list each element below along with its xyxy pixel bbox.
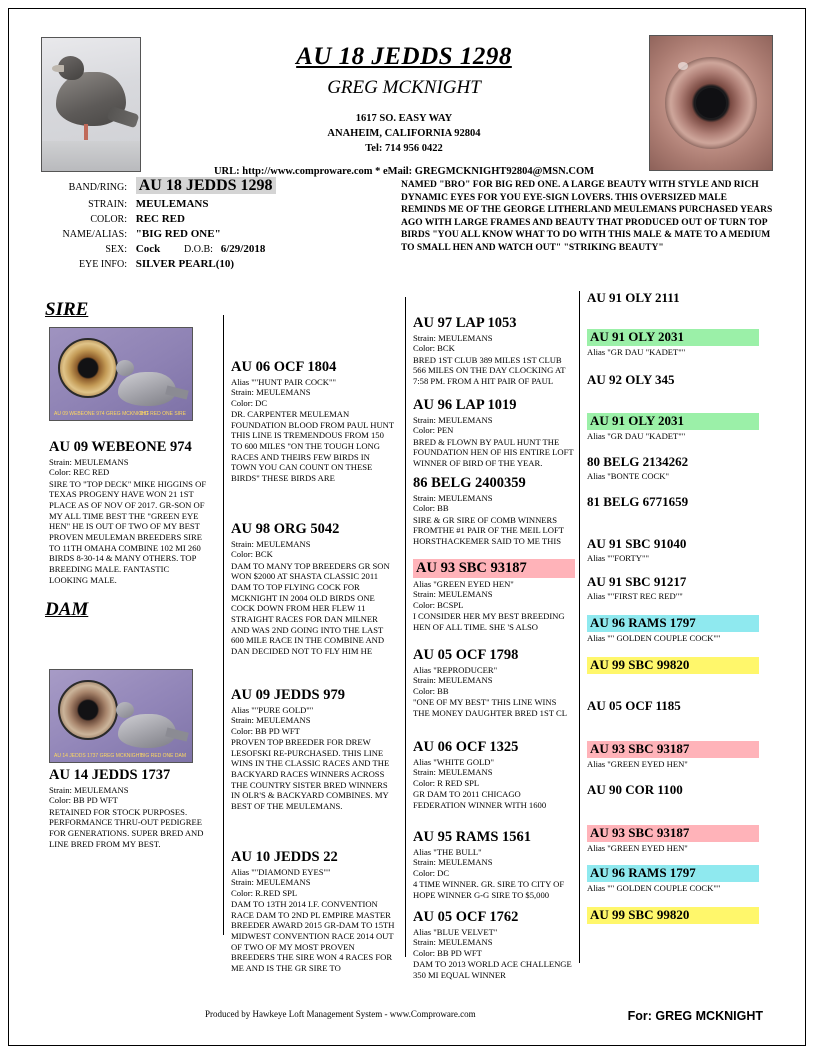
sire-bird-image — [112, 352, 188, 414]
subject-notes: NAMED "BRO" FOR BIG RED ONE. A LARGE BEAUTY WITH STYLE AND RICH DYNAMIC EYES FOR YOU EYE-SIGN LOVERS. THIS OVERSIZED MALE REMINDS ME OF THE GEORGE LITHERLAND MEULEMANS PURCHASED YEARS AGO WITH LARGE FRAMES AND BEAUTY THAT PRODUCED OUT OF TURN TOP BIRDS "YOU ALL KNOW WHAT TO DO WITH THIS MALE & MATE TO A MEDIUM TO SMALL HEN AND WATCH OUT" "STRIKING BEAUTY" — [401, 180, 773, 253]
gen4-14-band: AU 93 SBC 93187 — [587, 825, 759, 842]
color-value: REC RED — [135, 213, 185, 225]
dam-band: AU 14 JEDDS 1737 — [49, 767, 171, 783]
alias-label: NAME/ALIAS: — [62, 229, 127, 240]
pedigree-entry-gen4-4 — [587, 413, 759, 441]
dam-color: Color: BB PD WFT — [49, 795, 118, 806]
gen3-5-band: AU 05 OCF 1798 — [413, 647, 519, 663]
gen3-6-alias: Alias "WHITE GOLD" — [413, 756, 494, 767]
sex-label: SEX: — [105, 244, 127, 255]
gen4-5-band: 80 BELG 2134262 — [587, 454, 689, 469]
gen3-5-alias: Alias "REPRODUCER" — [413, 664, 498, 675]
sire-photo-caption-left: AU 09 WEBEONE 974 GREG MCKNIGHT — [54, 410, 149, 417]
gen2-1-strain: Strain: MEULEMANS — [231, 387, 311, 398]
gen3-5-color: Color: BB — [413, 685, 449, 696]
gen4-13-band: AU 90 COR 1100 — [587, 782, 683, 797]
gen2-4-band: AU 10 JEDDS 22 — [231, 849, 338, 865]
pedigree-entry-gen3-2 — [413, 397, 575, 469]
owner-name: GREG MCKNIGHT — [327, 77, 481, 98]
sire-description: SIRE TO "TOP DECK" MIKE HIGGINS OF TEXAS PROGENY HAVE WON 21 1ST PLACE AS OF NOV OF 2017. GR-SON OF MY ALL TIME BEST THE "GREEN EYE HEN" HE IS OUT OF TWO OF MY BEST PROVEN MEULEMAN BREEDERS SIRE TO 11TH OMAHA COMBINE 102 MI 260 BIRDS 8-30-14 & MANY OTHERS. TOP BREEDING MALE. FANTASTIC LOOKING MALE. — [49, 478, 207, 585]
band-label: BAND/RING: — [68, 182, 127, 193]
pedigree-entry-gen4-8 — [587, 575, 759, 601]
band-row — [49, 177, 379, 195]
gen3-4-strain: Strain: MEULEMANS — [413, 589, 493, 600]
address-line-2: ANAHEIM, CALIFORNIA 92804 — [327, 128, 481, 140]
dam-strain: Strain: MEULEMANS — [49, 784, 129, 795]
pedigree-entry-gen4-2 — [587, 329, 759, 357]
gen3-2-description: BRED & FLOWN BY PAUL HUNT THE FOUNDATION HEN OF HIS ENTIRE LOFT WINNER OF BIRD OF THE YEAR. — [413, 436, 574, 468]
gen4-12-band: AU 93 SBC 93187 — [587, 741, 759, 758]
eye-value: SILVER PEARL(10) — [135, 258, 235, 270]
pedigree-entry-gen4-9 — [587, 615, 759, 643]
gen4-15-alias: Alias "" GOLDEN COUPLE COCK"" — [587, 882, 721, 893]
sire-photo-caption-right: BIG RED ONE SIRE — [140, 410, 186, 417]
dam-head-shape — [116, 702, 134, 718]
dob-value: 6/29/2018 — [220, 243, 266, 255]
sire-band: AU 09 WEBEONE 974 — [49, 439, 192, 455]
pigeon-beak-shape — [52, 65, 64, 72]
gen3-1-band: AU 97 LAP 1053 — [413, 315, 517, 331]
gen3-1-strain: Strain: MEULEMANS — [413, 332, 493, 343]
gen3-7-alias: Alias "THE BULL" — [413, 846, 482, 857]
pedigree-entry-gen3-1 — [413, 315, 575, 387]
sire-strain: Strain: MEULEMANS — [49, 456, 129, 467]
footer-produced-by: Produced by Hawkeye Loft Management System - www.Comproware.com — [205, 1009, 476, 1019]
gen3-7-band: AU 95 RAMS 1561 — [413, 829, 532, 845]
gen2-3-color: Color: BB PD WFT — [231, 725, 300, 736]
gen3-7-color: Color: DC — [413, 867, 450, 878]
dam-photo — [49, 669, 193, 763]
gen2-3-description: PROVEN TOP BREEDER FOR DREW LESOFSKI RE-PURCHASED. THIS LINE WINS IN THE CLASSIC RACES AND THE BACKYARD RACES WINNERS ACROSS THE COUNTRY SISTER BRED WINNERS IN OLR'S & BACKYARD COMBINES. MY BEST OF THE MEULEMANS. — [231, 737, 390, 812]
eye-glint — [678, 62, 688, 70]
sex-dob-row — [49, 243, 379, 255]
sire-section-title: SIRE — [45, 299, 89, 320]
gen2-3-strain: Strain: MEULEMANS — [231, 715, 311, 726]
gen3-6-description: GR DAM TO 2011 CHICAGO FEDERATION WINNER WITH 1600 — [413, 789, 547, 810]
sire-head-shape — [116, 360, 134, 376]
gen4-6-band: 81 BELG 6771659 — [587, 494, 689, 509]
gen4-2-band: AU 91 OLY 2031 — [587, 329, 759, 346]
gen3-2-strain: Strain: MEULEMANS — [413, 414, 493, 425]
gen3-8-strain: Strain: MEULEMANS — [413, 937, 493, 948]
dam-photo-caption-left: AU 14 JEDDS 1737 GREG MCKNIGHT — [54, 752, 143, 759]
pedigree-entry-gen4-6 — [587, 495, 759, 511]
gen2-3-band: AU 09 JEDDS 979 — [231, 687, 345, 703]
phone-line: Tel: 714 956 0422 — [365, 143, 443, 155]
pedigree-entry-gen4-11 — [587, 699, 759, 715]
gen2-1-alias: Alias ""HUNT PAIR COCK"" — [231, 376, 336, 387]
pedigree-entry-gen3-8 — [413, 909, 575, 980]
pedigree-entry-gen2-1 — [231, 359, 395, 484]
gen2-2-description: DAM TO MANY TOP BREEDERS GR SON WON $2000 AT SHASTA CLASSIC 2011 DAM TO TOP FLYING COCK FOR MCKNIGHT IN 2004 OLD BIRDS ONE COCK DOWN FROM HER FLEW 11 STRAIGHT RACES FOR DAN MILNER AND WAS 2ND GOING INTO THE LAST 600 MILE RACE IN THE COMBINE AND DAN DECIDED NOT TO FLY HIM HE — [231, 560, 390, 656]
page-header — [9, 9, 805, 177]
gen4-14-alias: Alias "GREEN EYED HEN" — [587, 842, 688, 853]
pupil-shape — [696, 88, 726, 118]
subject-bird-photo — [41, 37, 141, 172]
address-line-1: 1617 SO. EASY WAY — [355, 113, 453, 124]
gen3-4-band: AU 93 SBC 93187 — [413, 559, 575, 578]
pedigree-entry-gen4-1 — [587, 291, 759, 307]
pedigree-entry-gen3-4 — [413, 559, 575, 632]
gen3-3-strain: Strain: MEULEMANS — [413, 492, 493, 503]
gen3-8-description: DAM TO 2013 WORLD ACE CHALLENGE 350 MI EQUAL WINNER — [413, 959, 572, 980]
pedigree-entry-dam — [49, 767, 209, 849]
gen4-5-alias: Alias "BONTE COCK" — [587, 470, 669, 481]
gen4-2-alias: Alias "GR DAU "KADET"" — [587, 346, 686, 357]
pedigree-entry-gen4-15 — [587, 865, 759, 893]
url-email-line: URL: http://www.comproware.com * eMail: GREGMCKNIGHT92804@MSN.COM — [213, 165, 595, 177]
page-title: AU 18 JEDDS 1298 — [296, 43, 512, 70]
pedigree-entry-gen3-3 — [413, 475, 575, 547]
tree-divider-gen2 — [223, 315, 224, 935]
alias-row — [49, 228, 379, 240]
gen3-3-color: Color: BB — [413, 503, 449, 514]
gen4-11-band: AU 05 OCF 1185 — [587, 698, 681, 713]
eye-row — [49, 258, 379, 270]
gen4-4-alias: Alias "GR DAU "KADET"" — [587, 430, 686, 441]
gen4-12-alias: Alias "GREEN EYED HEN" — [587, 758, 688, 769]
dam-section-title: DAM — [45, 599, 89, 620]
address-block — [159, 111, 649, 157]
title-block — [159, 43, 649, 177]
gen4-10-band: AU 99 SBC 99820 — [587, 657, 759, 674]
gen3-3-description: SIRE & GR SIRE OF COMB WINNERS FROMTHE #1 PAIR OF THE MEIL LOFT HORSTHACKEMER SAID TO ME THIS — [413, 514, 564, 546]
footer-for-label: For: GREG MCKNIGHT — [627, 1009, 763, 1023]
gen3-6-color: Color: R RED SPL — [413, 777, 480, 788]
gen2-4-color: Color: R.RED SPL — [231, 887, 298, 898]
gen3-2-band: AU 96 LAP 1019 — [413, 397, 517, 413]
gen4-8-alias: Alias ""FIRST REC RED"" — [587, 590, 683, 601]
identity-block — [49, 177, 379, 273]
dam-description: RETAINED FOR STOCK PURPOSES. PERFORMANCE THRU-OUT PEDIGREE FOR GENERATIONS. SUPER BRED AND LINE BRED FROM MY BEST. — [49, 806, 204, 849]
gen4-15-band: AU 96 RAMS 1797 — [587, 865, 759, 882]
sire-color: Color: REC RED — [49, 467, 110, 478]
gen3-4-alias: Alias "GREEN EYED HEN" — [413, 578, 514, 589]
color-label: COLOR: — [90, 214, 127, 225]
strain-label: STRAIN: — [88, 199, 127, 210]
band-value: AU 18 JEDDS 1298 — [136, 177, 276, 194]
pedigree-entry-gen4-12 — [587, 741, 759, 769]
gen4-3-band: AU 92 OLY 345 — [587, 372, 675, 387]
gen2-4-alias: Alias ""DIAMOND EYES"" — [231, 866, 331, 877]
eye-label: EYE INFO: — [78, 259, 127, 270]
sire-photo — [49, 327, 193, 421]
gen2-2-strain: Strain: MEULEMANS — [231, 538, 311, 549]
gen4-9-band: AU 96 RAMS 1797 — [587, 615, 759, 632]
gen3-7-strain: Strain: MEULEMANS — [413, 857, 493, 868]
dam-bird-image — [112, 694, 188, 756]
gen2-2-band: AU 98 ORG 5042 — [231, 521, 340, 537]
gen2-4-description: DAM TO 13TH 2014 I.F. CONVENTION RACE DAM TO 2ND PL EMPIRE MASTER BREEDER AWARD 2015 GR-DAM TO 15TH MIDWEST CONVENTION RACE 2014 OUT OF TWO OF MY MOST PROVEN BREEDERS THE SIRE WON 4 RACES FOR ME AND IS THE GR SIRE TO — [231, 899, 395, 974]
pedigree-entry-gen4-5 — [587, 455, 759, 481]
pedigree-entry-gen3-7 — [413, 829, 575, 900]
gen3-3-band: 86 BELG 2400359 — [413, 475, 526, 491]
gen3-5-description: "ONE OF MY BEST" THIS LINE WINS THE MONEY DAUGHTER BRED 1ST CL — [413, 697, 567, 718]
photo-ground — [42, 141, 140, 171]
gen3-6-band: AU 06 OCF 1325 — [413, 739, 519, 755]
pigeon-leg-shape — [84, 124, 88, 140]
alias-value: "BIG RED ONE" — [135, 228, 221, 240]
pedigree-page — [8, 8, 806, 1046]
color-row — [49, 213, 379, 225]
gen3-4-color: Color: BCSPL — [413, 599, 464, 610]
gen4-7-alias: Alias ""FORTY"" — [587, 552, 649, 563]
gen3-2-color: Color: PEN — [413, 425, 454, 436]
gen4-4-band: AU 91 OLY 2031 — [587, 413, 759, 430]
gen3-6-strain: Strain: MEULEMANS — [413, 767, 493, 778]
gen3-5-strain: Strain: MEULEMANS — [413, 675, 493, 686]
subject-eye-photo — [649, 35, 773, 171]
pedigree-entry-gen4-10 — [587, 657, 759, 675]
sex-value: Cock — [135, 243, 161, 255]
gen4-7-band: AU 91 SBC 91040 — [587, 536, 687, 551]
pedigree-entry-gen3-5 — [413, 647, 575, 718]
gen2-1-color: Color: DC — [231, 397, 268, 408]
pedigree-entry-sire — [49, 439, 209, 585]
strain-row — [49, 198, 379, 210]
gen2-1-band: AU 06 OCF 1804 — [231, 359, 337, 375]
pedigree-entry-gen4-14 — [587, 825, 759, 853]
gen3-1-description: BRED 1ST CLUB 389 MILES 1ST CLUB 566 MILES ON THE DAY CLOCKING AT 7:58 PM. FROM A HIT PAIR OF PAUL — [413, 354, 566, 386]
gen2-1-description: DR. CARPENTER MEULEMAN FOUNDATION BLOOD FROM PAUL HUNT THIS LINE IS TREMENDOUS FROM 150 TO 600 MILES "ON THE TOUGH LONG RACES AND THEIRS FEW BIRDS IN TOWN YOU CAN COUNT ON THESE BIRDS" THESE BIRDS ARE — [231, 409, 394, 484]
gen3-7-description: 4 TIME WINNER. GR. SIRE TO CITY OF HOPE WINNER G-G SIRE TO $5,000 — [413, 879, 565, 900]
pedigree-entry-gen4-13 — [587, 783, 759, 799]
gen4-8-band: AU 91 SBC 91217 — [587, 574, 687, 589]
tree-divider-gen3 — [405, 297, 406, 957]
gen3-8-band: AU 05 OCF 1762 — [413, 909, 519, 925]
gen4-16-band: AU 99 SBC 99820 — [587, 907, 759, 924]
pedigree-entry-gen2-3 — [231, 687, 395, 812]
pedigree-entry-gen2-2 — [231, 521, 395, 657]
gen4-1-band: AU 91 OLY 2111 — [587, 290, 680, 305]
gen3-8-alias: Alias "BLUE VELVET" — [413, 926, 498, 937]
strain-value: MEULEMANS — [135, 198, 209, 210]
pedigree-entry-gen3-6 — [413, 739, 575, 810]
gen2-4-strain: Strain: MEULEMANS — [231, 877, 311, 888]
gen2-3-alias: Alias ""PURE GOLD"" — [231, 704, 314, 715]
gen2-2-color: Color: BCK — [231, 549, 273, 560]
dam-eye-image — [58, 680, 118, 740]
pedigree-entry-gen2-4 — [231, 849, 395, 974]
gen3-8-color: Color: BB PD WFT — [413, 947, 482, 958]
sire-eye-image — [58, 338, 118, 398]
dam-photo-caption-right: BIG RED ONE DAM — [140, 752, 186, 759]
pigeon-tail-shape — [107, 106, 140, 129]
pedigree-entry-gen4-7 — [587, 537, 759, 563]
dob-label: D.O.B: — [184, 244, 213, 255]
gen4-9-alias: Alias "" GOLDEN COUPLE COCK"" — [587, 632, 721, 643]
tree-divider-gen4 — [579, 291, 580, 963]
pedigree-entry-gen4-3 — [587, 373, 759, 389]
gen3-1-color: Color: BCK — [413, 343, 455, 354]
gen3-4-description: I CONSIDER HER MY BEST BREEDING HEN OF ALL TIME. SHE 'S ALSO — [413, 611, 565, 632]
pedigree-entry-gen4-16 — [587, 907, 759, 925]
